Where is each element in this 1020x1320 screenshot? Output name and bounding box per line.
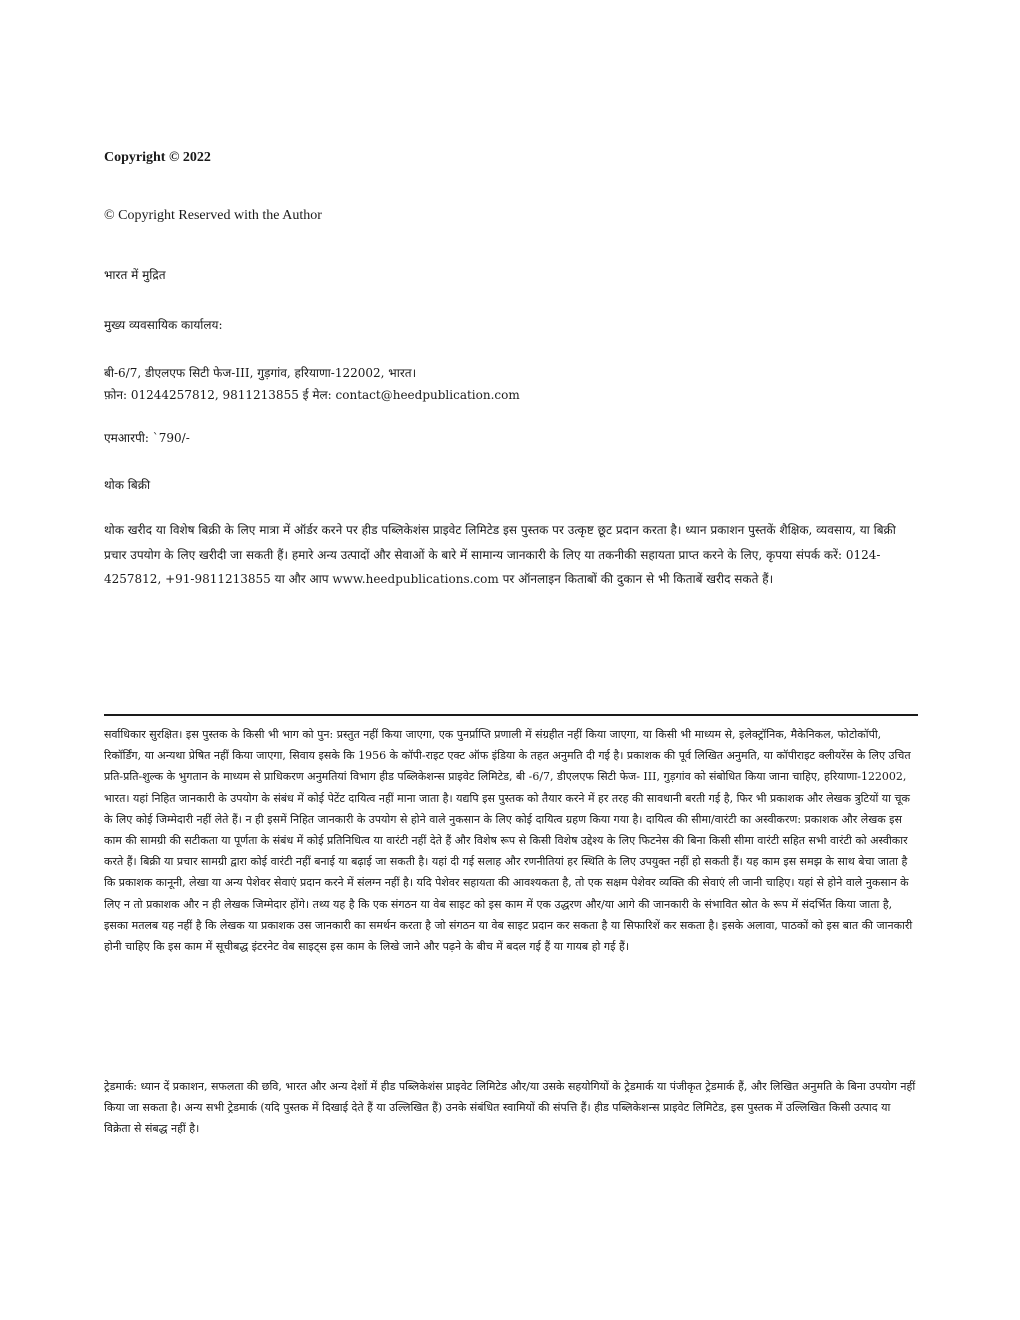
address-block	[104, 362, 520, 406]
address-line: बी-6/7, डीएलएफ सिटी फेज-III, गुड़गांव, हरियाणा-122002, भारत।	[104, 366, 417, 380]
contact-line: फ़ोन: 01244257812, 9811213855 ई मेल: contact@heedpublication.com	[104, 388, 520, 402]
copyright-reserved: © Copyright Reserved with the Author	[104, 208, 322, 223]
office-label: मुख्य व्यवसायिक कार्यालय:	[104, 318, 223, 332]
rights-paragraph: सर्वाधिकार सुरक्षित। इस पुस्तक के किसी भी भाग को पुन: प्रस्तुत नहीं किया जाएगा, एक पुनर्प्राप्ति प्रणाली में संग्रहीत नहीं किया जाएगा, या किसी भी माध्यम से, इलेक्ट्रॉनिक, मैकेनिकल, फोटोकॉपी, रिकॉर्डिंग, या अन्यथा प्रेषित नहीं किया जाएगा, सिवाय इसके कि 1956 के कॉपी-राइट एक्ट ऑफ इंडिया के तहत अनुमति दी गई है। प्रकाशक की पूर्व लिखित अनुमति, या कॉपीराइट क्लीयरेंस के लिए उचित प्रति-प्रति-शुल्क के भुगतान के माध्यम से प्राधिकरण अनुमतियां विभाग हीड पब्लिकेशन्स प्राइवेट लिमिटेड, बी -6/7, डीएलएफ सिटी फेज- III, गुड़गांव को संबोधित किया जाना चाहिए, हरियाणा-122002, भारत। यहां निहित जानकारी के उपयोग के संबंध में कोई पेटेंट दायित्व नहीं माना जाता है। यद्यपि इस पुस्तक को तैयार करने में हर तरह की सावधानी बरती गई है, फिर भी प्रकाशक और लेखक त्रुटियों या चूक के लिए कोई जिम्मेदारी नहीं लेते हैं। न ही इसमें निहित जानकारी के उपयोग से होने वाले नुकसान के लिए कोई दायित्व ग्रहण किया गया है। दायित्व की सीमा/वारंटी का अस्वीकरण: प्रकाशक और लेखक इस काम की सामग्री की सटीकता या पूर्णता के संबंध में कोई प्रतिनिधित्व या वारंटी नहीं देते हैं और विशेष रूप से किसी विशेष उद्देश्य के लिए फिटनेस की बिना किसी सीमा वारंटी सहित सभी वारंटी को अस्वीकार करते हैं। बिक्री या प्रचार सामग्री द्वारा कोई वारंटी नहीं बनाई या बढ़ाई जा सकती है। यहां दी गई सलाह और रणनीतियां हर स्थिति के लिए उपयुक्त नहीं हो सकती हैं। यह काम इस समझ के साथ बेचा जाता है कि प्रकाशक कानूनी, लेखा या अन्य पेशेवर सेवाएं प्रदान करने में संलग्न नहीं है। यदि पेशेवर सहायता की आवश्यकता है, तो एक सक्षम पेशेवर व्यक्ति की सेवाएं ली जानी चाहिए। यहां से होने वाले नुकसान के लिए न तो प्रकाशक और न ही लेखक जिम्मेदार होंगे। तथ्य यह है कि एक संगठन या वेब साइट को इस काम में एक उद्धरण और/या आगे की जानकारी के संभावित स्रोत के रूप में संदर्भित किया जाता है, इसका मतलब यह नहीं है कि लेखक या प्रकाशक उस जानकारी का समर्थन करता है जो संगठन या वेब साइट प्रदान कर सकता है या सिफारिशें कर सकता है। इसके अलावा, पाठकों को इस बात की जानकारी होनी चाहिए कि इस काम में सूचीबद्ध इंटरनेट वेब साइट्स इस काम के लिखे जाने और पढ़ने के बीच में बदल गई हैं या गायब हो गई हैं।	[104, 728, 913, 954]
copyright-year: Copyright © 2022	[104, 150, 211, 165]
printed-in: भारत में मुद्रित	[104, 268, 166, 282]
mrp: एमआरपी: `790/-	[104, 431, 190, 445]
bulk-sales-label: थोक बिक्री	[104, 478, 151, 492]
trademark-paragraph: ट्रेडमार्क: ध्यान दें प्रकाशन, सफलता की छवि, भारत और अन्य देशों में हीड पब्लिकेशंस प्राइवेट लिमिटेड और/या उसके सहयोगियों के ट्रेडमार्क या पंजीकृत ट्रेडमार्क हैं, और लिखित अनुमति के बिना उपयोग नहीं किया जा सकता है। अन्य सभी ट्रेडमार्क (यदि पुस्तक में दिखाई देते हैं या उल्लिखित हैं) उनके संबंधित स्वामियों की संपत्ति हैं। हीड पब्लिकेशन्स प्राइवेट लिमिटेड, इस पुस्तक में उल्लिखित किसी उत्पाद या विक्रेता से संबद्ध नहीं है।	[104, 1080, 916, 1136]
bulk-sales-paragraph: थोक खरीद या विशेष बिक्री के लिए मात्रा में ऑर्डर करने पर हीड पब्लिकेशंस प्राइवेट लिमिटेड इस पुस्तक पर उत्कृष्ट छूट प्रदान करता है। ध्यान प्रकाशन पुस्तकें शैक्षिक, व्यवसाय, या बिक्री प्रचार उपयोग के लिए खरीदी जा सकती हैं। हमारे अन्य उत्पादों और सेवाओं के बारे में सामान्य जानकारी के लिए या तकनीकी सहायता प्राप्त करने के लिए, कृपया संपर्क करें: 0124-4257812, +91-9811213855 या और आप www.heedpublications.com पर ऑनलाइन किताबों की दुकान से भी किताबें खरीद सकते हैं।	[104, 523, 896, 586]
divider	[104, 714, 918, 716]
